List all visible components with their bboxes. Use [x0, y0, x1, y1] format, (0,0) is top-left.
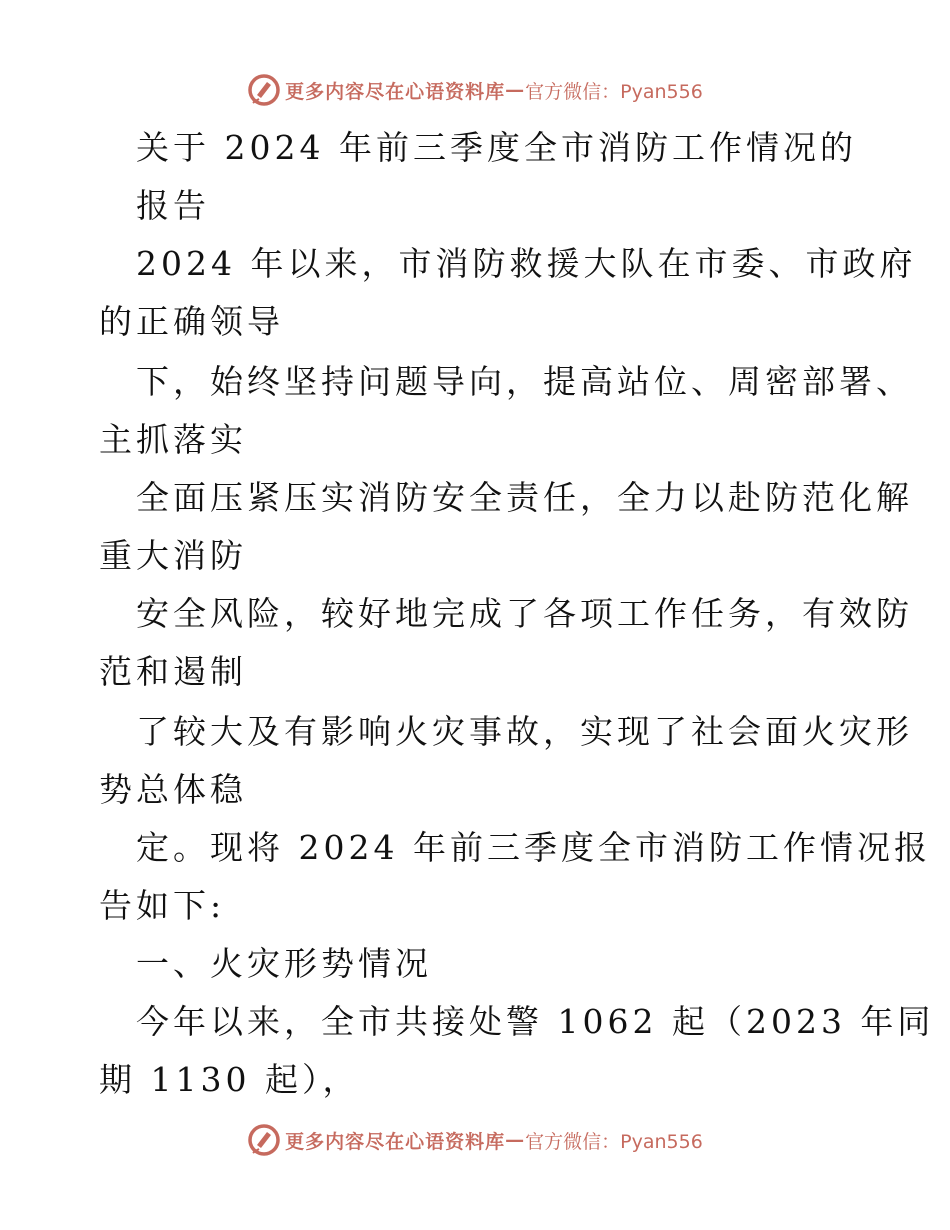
watermark-banner-bottom	[0, 1120, 950, 1160]
paragraph-line: 下，始终坚持问题导向，提高站位、周密部署、	[136, 362, 913, 401]
watermark-dash: —	[505, 79, 526, 101]
paragraph-line: 主抓落实	[99, 420, 247, 459]
watermark-contact: 官方微信：Pyan556	[525, 1130, 703, 1153]
paragraph-line: 2024 年以来，市消防救援大队在市委、市政府	[136, 244, 917, 283]
watermark-banner-top	[0, 70, 950, 110]
paragraph-line: 重大消防	[99, 536, 247, 575]
paragraph-line: 范和遏制	[99, 652, 247, 691]
document-title-line: 报告	[136, 186, 210, 225]
watermark-dash: —	[505, 1129, 526, 1151]
brush-seal-icon	[247, 1123, 281, 1157]
paragraph-line: 势总体稳	[99, 770, 247, 809]
paragraph-line: 定。现将 2024 年前三季度全市消防工作情况报	[136, 828, 931, 867]
brush-seal-icon	[247, 73, 281, 107]
paragraph-line: 安全风险，较好地完成了各项工作任务，有效防	[136, 594, 913, 633]
paragraph-line: 了较大及有影响火灾事故，实现了社会面火灾形	[136, 712, 913, 751]
paragraph-line: 全面压紧压实消防安全责任，全力以赴防范化解	[136, 478, 913, 517]
paragraph-line: 的正确领导	[99, 302, 284, 341]
document-title-line: 关于 2024 年前三季度全市消防工作情况的	[136, 128, 857, 167]
watermark-contact: 官方微信：Pyan556	[525, 80, 703, 103]
watermark-text: 更多内容尽在心语资料库	[285, 1130, 506, 1153]
paragraph-line: 期 1130 起），	[99, 1060, 360, 1099]
paragraph-line: 告如下:	[99, 886, 226, 925]
section-heading: 一、火灾形势情况	[136, 944, 432, 983]
watermark-text: 更多内容尽在心语资料库	[285, 80, 506, 103]
paragraph-line: 今年以来，全市共接处警 1062 起（2023 年同	[136, 1002, 935, 1041]
